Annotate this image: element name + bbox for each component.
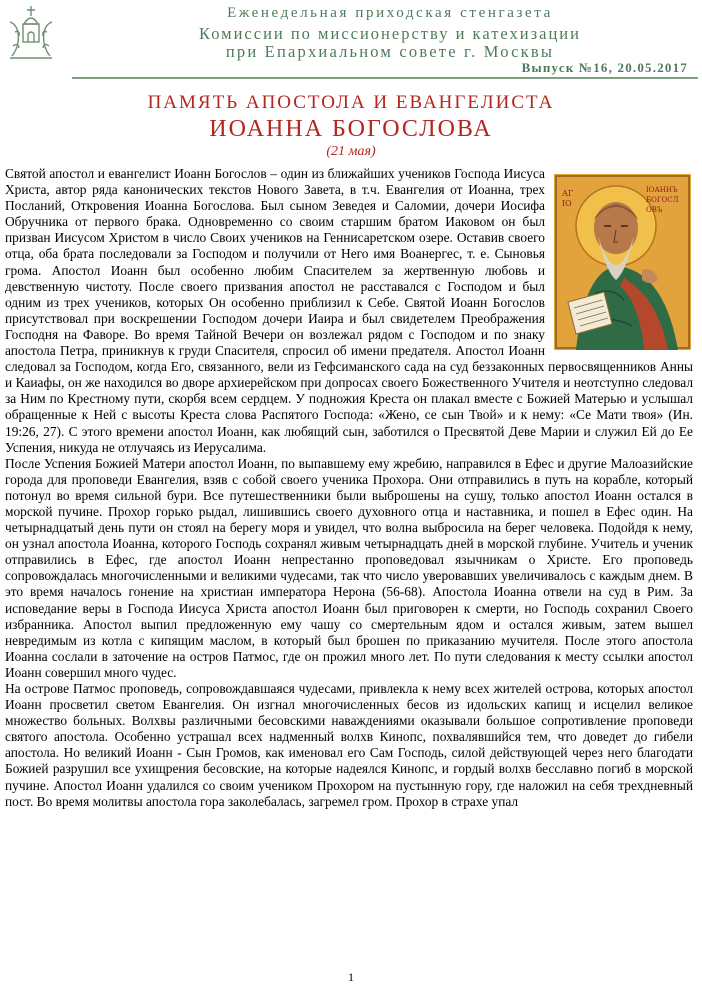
- page-number: 1: [348, 970, 354, 984]
- church-logo-icon: [6, 2, 56, 62]
- article-title-line2: ИОАННА БОГОСЛОВА: [209, 116, 493, 142]
- header-divider: [72, 77, 698, 79]
- svg-text:IOАННЪ: IOАННЪ: [646, 186, 678, 194]
- header-line-commission: Комиссии по миссионерству и катехизации: [199, 24, 581, 43]
- header-line-weekly: Еженедельная приходская стенгазета: [227, 5, 553, 21]
- icon-wrap-spacer: [545, 166, 693, 356]
- svg-text:БОГОСЛ: БОГОСЛ: [646, 196, 679, 204]
- newspaper-header: [0, 0, 702, 80]
- article-title-line1: ПАМЯТЬ АПОСТОЛА И ЕВАНГЕЛИСТА: [147, 92, 555, 113]
- svg-text:IO: IO: [562, 199, 572, 208]
- feast-date: (21 мая): [326, 144, 376, 159]
- article-paragraph: Святой апостол и евангелист Иоанн Богослов – один из ближайших учеников Господа Иисуса Христа, автор ряда канонических текстов Нового Завета, в т.ч. Евангелия от Иоанна, трех Посланий, Откровения Иоанна Богослова. Был сыном Зеведея и Саломии, дочери Иосифа Обручника от первого брака. Одновременно со своим старшим братом Иаковом он был призван Иисусом Христом в число Своих учеников на Геннисаретском озере. Оставив своего отца, оба брата последовали за Господом и получили от Него имя Воанергес, т. е. Сыновья грома. Апостол Иоанн был особенно любим Спасителем за жертвенную любовь и девственную чистоту. После своего призвания апостол не расставался с Господом и был одним из трех учеников, которых Он особенно приблизил к Себе. Святой Иоанн Богослов присутствовал при воскрешении Господом дочери Иаира и был свидетелем Преображения Господня на Фаворе. Во время Тайной Вечери он возлежал рядом с Господом и по знаку апостола Петра, приникнув к груди Спасителя, спросил об имени предателя. Апостол Иоанн следовал за Господом, когда Его, связанного, вели из Гефсиманского сада на суд беззаконных первосвященников Анны и Каиафы, он же находился во дворе архиерейском при допросах своего Божественного Учителя и неотступно следовал за Ним по Крестному пути, скорбя всем сердцем. У подножия Креста он плакал вместе с Божией Матерью и услышал обращенные к Ней с высоты Креста слова Распятого Господа: «Жено, се сын Твой» и к нему: «Се Мати твоя» (Ин. 19:26, 27). С этого времени апостол Иоанн, как любящий сын, заботился о Пресвятой Деве Марии и служил Ей до Ее Успения, никуда не отлучаясь из Иерусалима.: [5, 166, 693, 455]
- issue-number: Выпуск №16, 20.05.2017: [521, 60, 688, 75]
- article-body: [5, 166, 693, 974]
- svg-text:ОВЪ: ОВЪ: [646, 206, 663, 214]
- svg-text:АГ: АГ: [562, 189, 574, 198]
- article-paragraph: На острове Патмос проповедь, сопровождавшаяся чудесами, привлекла к нему всех жителей острова, которых апостол Иоанн просветил светом Евангелия. Он изгнал многочисленных бесов из идольских капищ и исцелил великое множество больных. Волхвы различными бесовскими наваждениями оказывали большое сопротивление проповеди святого апостола. Особенно устрашал всех надменный волхв Кинопс, похвалявшийся тем, что доведет до гибели апостола. Но великий Иоанн - Сын Громов, как именовал его Сам Господь, силой действующей через него благодати Божией разрушил все ухищрения бесовские, на которые надеялся Кинопс, и гордый волхв бесславно погиб в морской пучине. Апостол Иоанн удалился со своим учеником Прохором на пустынную гору, где наложил на себя трехдневный пост. Во время молитвы апостола гора заколебалась, загремел гром. Прохор в страхе упал: [5, 681, 693, 809]
- header-line-council: при Епархиальном совете г. Москвы: [225, 42, 555, 61]
- article-paragraph: После Успения Божией Матери апостол Иоанн, по выпавшему ему жребию, направился в Ефес и другие Малоазийские города для проповеди Евангелия, взяв с собой своего ученика Прохора. Они отправились в путь на корабле, который потонул во время сильной бури. Все путешественники были выброшены на сушу, только апостол Иоанн остался в морской пучине. Прохор горько рыдал, лишившись своего духовного отца и наставника, и пошел в Ефес один. На четырнадцатый день пути он стоял на берегу моря и увидел, что волна выбросила на берег человека. Подойдя к нему, он узнал апостола Иоанна, которого Господь сохранял живым четырнадцать дней в морской глубине. Учитель и ученик отправились в Ефес, где апостол Иоанн непрестанно проповедовал язычникам о Христе. Его проповедь сопровождалась многочисленными и великими чудесами, так что число уверовавших увеличивалось с каждым днем. В это время началось гонение на христиан императора Нерона (56-68). Апостола Иоанна отвели на суд в Рим. За исповедание веры в Господа Иисуса Христа апостол Иоанн был приговорен к смерти, но Господь сохранил Своего избранника. Апостол выпил предложенную ему чашу со смертельным ядом и остался живым, затем вышел невредимым из котла с кипящим маслом, в который был брошен по приказанию мучителя. После этого апостола Иоанна сослали в заточение на остров Патмос, где он прожил много лет. По пути следования к месту ссылки апостол Иоанн совершил много чудес.: [5, 455, 693, 680]
